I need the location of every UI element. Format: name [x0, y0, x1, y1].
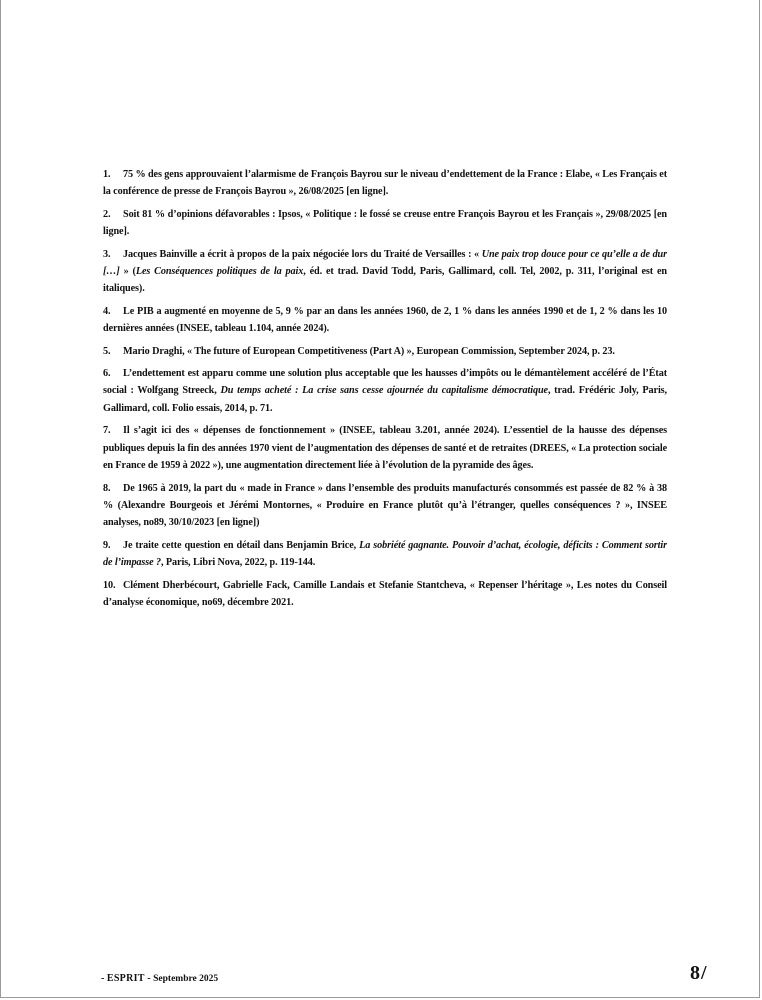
- footer-prefix: -: [101, 973, 107, 984]
- footnote-item: [103, 365, 667, 417]
- footnote-text: Mario Draghi, « The future of European Competitiveness (Part A) », European Commission, September 2024, p. 23.: [123, 345, 615, 357]
- footnote-item: [103, 303, 667, 338]
- footnote-number: 4.: [103, 305, 111, 317]
- footnote-item: [103, 422, 667, 474]
- footnote-number: 7.: [103, 425, 111, 437]
- footnote-text: L’endettement est apparu comme une solution plus acceptable que les hausses d’impôts ou le démantèlement accéléré de l’État social : Wolfgang Streeck,: [103, 368, 667, 397]
- footnote-number: 6.: [103, 368, 111, 380]
- footnote-text: Soit 81 % d’opinions défavorables : Ipsos, « Politique : le fossé se creuse entre François Bayrou et les Français », 29/08/2025 [en ligne].: [103, 208, 667, 238]
- footnote-item: [103, 343, 667, 360]
- footnote-number: 2.: [103, 208, 111, 220]
- footnote-item: [103, 166, 667, 201]
- footnote-text: , éd. et trad. David Todd, Paris, Gallimard, coll. Tel, 2002, p. 311, l’original est en italiques).: [103, 266, 668, 295]
- footnote-text: Clément Dherbécourt, Gabrielle Fack, Camille Landais et Stefanie Stantcheva, « Repenser l’héritage », Les notes du Conseil d’analyse économique, no69, décembre 2021.: [103, 579, 667, 608]
- footnote-number: 9.: [103, 539, 111, 551]
- footer-brand: ESPRIT: [106, 973, 145, 984]
- footnote-item: [103, 577, 667, 612]
- footnote-text: Le PIB a augmenté en moyenne de 5, 9 % par an dans les années 1960, de 2, 1 % dans les années 1990 et de 1, 2 % dans les 10 dernières années (INSEE, tableau 1.104, année 2024).: [103, 305, 667, 335]
- page-number: 8/: [690, 962, 708, 984]
- footnote-item: [103, 206, 667, 241]
- footer-publication: [101, 973, 218, 984]
- footnote-item: [103, 480, 667, 532]
- footnote-text: » (: [119, 266, 136, 278]
- footnote-number: 8.: [103, 482, 111, 494]
- footer-separator: -: [144, 973, 154, 984]
- footnote-title-italic: Du temps acheté : La crise sans cesse ajournée du capitalisme démocratique: [220, 385, 548, 397]
- footnotes-list: [103, 166, 667, 616]
- footnote-number: 3.: [103, 248, 111, 260]
- footnote-item: [103, 537, 667, 572]
- footnote-text: Je traite cette question en détail dans Benjamin Brice,: [123, 539, 360, 551]
- footnote-number: 10.: [103, 579, 116, 591]
- footnote-title-italic: Les Conséquences politiques de la paix: [135, 266, 304, 278]
- footnote-text: , trad. Frédéric Joly, Paris, Gallimard, coll. Folio essais, 2014, p. 71.: [103, 385, 667, 414]
- footnote-text: Jacques Bainville a écrit à propos de la paix négociée lors du Traité de Versailles : «: [123, 248, 482, 260]
- footnote-text: 75 % des gens approuvaient l’alarmisme de François Bayrou sur le niveau d’endettement de la France : Elabe, « Les Français et la conférence de presse de François Bayrou », 26/08/2025 [en ligne].: [103, 169, 667, 198]
- footnote-item: [103, 246, 667, 298]
- footnote-number: 5.: [103, 345, 111, 357]
- footnote-number: 1.: [103, 169, 111, 180]
- footnote-text: Il s’agit ici des « dépenses de fonctionnement » (INSEE, tableau 3.201, année 2024). L’essentiel de la hausse des dépenses publiques depuis la fin des années 1970 vient de l’augmentation des dépenses de santé et de retraites (DREES, « La protection sociale en France de 1959 à 2022 »), une augmentation directement liée à l’évolution de la pyramide des âges.: [103, 425, 667, 472]
- footnote-title-italic: La sobriété gagnante. Pouvoir d’achat, écologie, déficits : Comment sortir de l’impasse ?: [103, 539, 667, 569]
- footer-date: Septembre 2025: [153, 974, 219, 984]
- footnote-title-italic: Une paix trop douce pour ce qu’elle a de dur […]: [103, 248, 667, 278]
- footnote-text: , Paris, Libri Nova, 2022, p. 119-144.: [161, 557, 316, 569]
- footnote-text: De 1965 à 2019, la part du « made in France » dans l’ensemble des produits manufacturés consommés est passée de 82 % à 38 % (Alexandre Bourgeois et Jérémi Montornes, « Produire en France plutôt qu’à l’étranger, quelles conséquences ? », INSEE analyses, no89, 30/10/2023 [en ligne]): [103, 482, 667, 529]
